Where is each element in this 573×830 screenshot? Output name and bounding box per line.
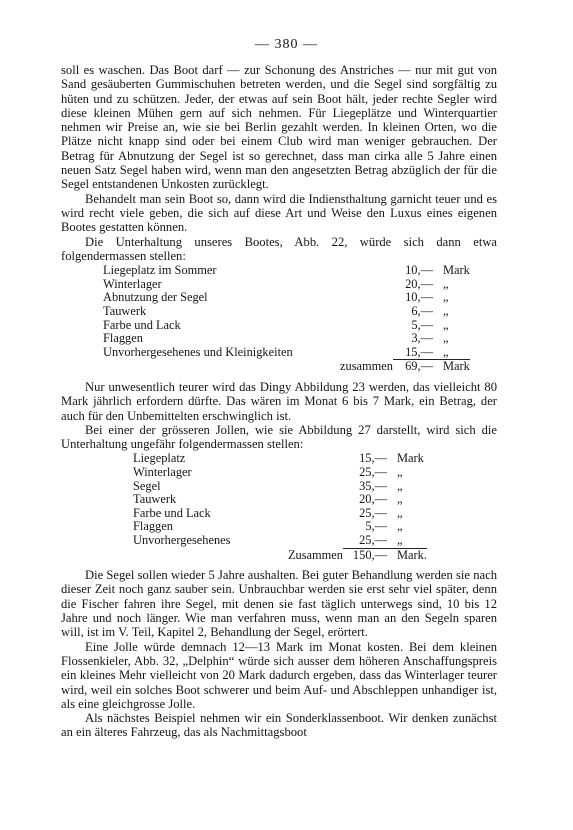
cost-unit: „ [443,290,449,305]
cost-unit: „ [397,478,403,493]
cost-item: Flaggen [103,331,143,346]
cost-amount: 5,— [365,519,387,534]
total-row [133,548,427,562]
paragraph: Als nächstes Beispiel nehmen wir ein Sonderklassenboot. Wir denken zunächst an ein älteres Fahrzeug, das als Nachmittagsboot [61,711,497,740]
cost-item: Abnutzung der Segel [103,290,208,305]
total-unit: Mark [433,360,470,374]
paragraph: Die Segel sollen wieder 5 Jahre aushalten. Bei guter Behandlung werden sie nach dieser Zeit noch ganz sauber sein. Unbrauchbar werden sie erst sehr viel später, denn die Fischer fahren ihre Segel, mit denen sie fast täglich unterwegs sind, 10 bis 12 Jahre und noch länger. Wie man verfahren muss, wenn man an den Segeln sparen will, ist im V. Teil, Kapitel 2, Behandlung der Segel, erörtert. [61,568,497,640]
total-row [103,360,470,374]
paragraph: Bei einer der grösseren Jollen, wie sie Abbildung 27 darstellt, wird sich die Unterhaltung ungefähr folgendermassen stellen: [61,422,497,452]
cost-amount: 5,— [411,317,433,332]
cost-unit: „ [443,317,449,332]
table-row [103,346,470,360]
total-amount: 150,— [343,548,387,562]
table-row [133,466,427,480]
cost-table-jolle [133,452,427,562]
cost-item: Unvorhergesehenes [133,533,231,548]
cost-item: Liegeplatz [133,451,186,466]
cost-unit: „ [397,505,403,520]
cost-amount: 15,— [405,344,433,359]
cost-item: Tauwerk [103,303,147,318]
page-body [61,63,497,740]
cost-item: Unvorhergesehenes und Kleinigkeiten [103,345,293,360]
cost-item: Winterlager [133,464,192,479]
cost-item: Winterlager [103,276,162,291]
cost-unit: „ [443,276,449,291]
cost-amount: 10,— [405,263,433,278]
cost-amount: 25,— [359,532,387,547]
paragraph: Nur unwesentlich teurer wird das Dingy Abbildung 23 werden, das vielleicht 80 Mark jährlich erfordern dürfte. Das wären im Monat 6 bis 7 Mark, ein Betrag, der auch für den Unbemittelten erschwinglich ist. [61,379,497,423]
paragraph: Behandelt man sein Boot so, dann wird die Indiensthaltung garnicht teuer und es wird recht viele geben, die sich auf diese Art und Weise den Luxus eines eigenen Bootes gestatten können. [61,191,497,235]
table-row [133,480,427,494]
cost-unit: „ [443,331,449,346]
cost-unit: Mark [443,263,470,278]
page-number: — 380 — [255,37,318,52]
cost-item: Tauwerk [133,492,177,507]
cost-unit: Mark [397,451,424,466]
cost-item: Farbe und Lack [133,505,211,520]
cost-amount: 3,— [411,331,433,346]
table-row [133,452,427,466]
cost-unit: „ [443,303,449,318]
cost-unit: „ [397,519,403,534]
table-row [103,264,470,278]
cost-item: Flaggen [133,519,173,534]
cost-amount: 25,— [359,464,387,479]
cost-amount: 20,— [359,492,387,507]
cost-amount: 10,— [405,290,433,305]
table-row [133,493,427,507]
cost-table-small-boat [103,264,470,374]
total-unit: Mark. [387,548,427,562]
cost-amount: 20,— [405,276,433,291]
total-amount: 69,— [393,360,433,374]
paragraph: Eine Jolle würde demnach 12—13 Mark im Monat kosten. Bei dem kleinen Flossenkieler, Abb. 32, „Delphin“ würde sich ausser dem höheren Anschaffungspreis ein kleines Mehr vielleicht von 20 Mark dadurch ergeben, dass das Winterlager teurer wird, weil ein solches Boot schwerer und beim Auf- und Abschleppen unhandiger ist, als eine gleichgrosse Jolle. [61,639,497,711]
paragraph: Die Unterhaltung unseres Bootes, Abb. 22, würde sich dann etwa folgendermassen stellen: [61,234,497,263]
table-row [133,520,427,534]
cost-unit: „ [443,344,449,359]
cost-item: Segel [133,478,161,493]
table-row [103,305,470,319]
cost-amount: 15,— [359,451,387,466]
table-row [103,332,470,346]
total-label: zusammen [340,359,393,374]
table-row [133,534,427,548]
table-row [133,507,427,521]
cost-item: Liegeplatz im Sommer [103,263,217,278]
cost-amount: 6,— [411,303,433,318]
paragraph: soll es waschen. Das Boot darf — zur Schonung des Anstriches — nur mit gut von Sand gesäuberten Gummischuhen betreten werden, und die Segel sind sorgfältig zu hüten und zu schützen. Jeder, der etwas auf sein Boot hält, jeder rechte Segler wird diese kleinen Mühen gern auf sich nehmen. Für Liegeplätze und Winterquartier nehmen wir Preise an, wie sie bei Berlin gezahlt werden. In kleinen Orten, wo die Plätze nicht knapp sind oder bei einem Club wird man weniger gebrauchen. Der Betrag für Abnutzung der Segel ist so gerechnet, dass man cirka alle 5 Jahre einen neuen Satz Segel haben wird, wenn man den angesetzten Betrag abzüglich der für die Segel entstandenen Unkosten zurücklegt. [61,63,497,192]
cost-amount: 25,— [359,505,387,520]
cost-item: Farbe und Lack [103,317,181,332]
cost-unit: „ [397,464,403,479]
cost-amount: 35,— [359,478,387,493]
cost-unit: „ [397,492,403,507]
table-row [103,319,470,333]
cost-unit: „ [397,532,403,547]
table-row [103,278,470,292]
total-label: Zusammen [287,547,343,562]
table-row [103,291,470,305]
